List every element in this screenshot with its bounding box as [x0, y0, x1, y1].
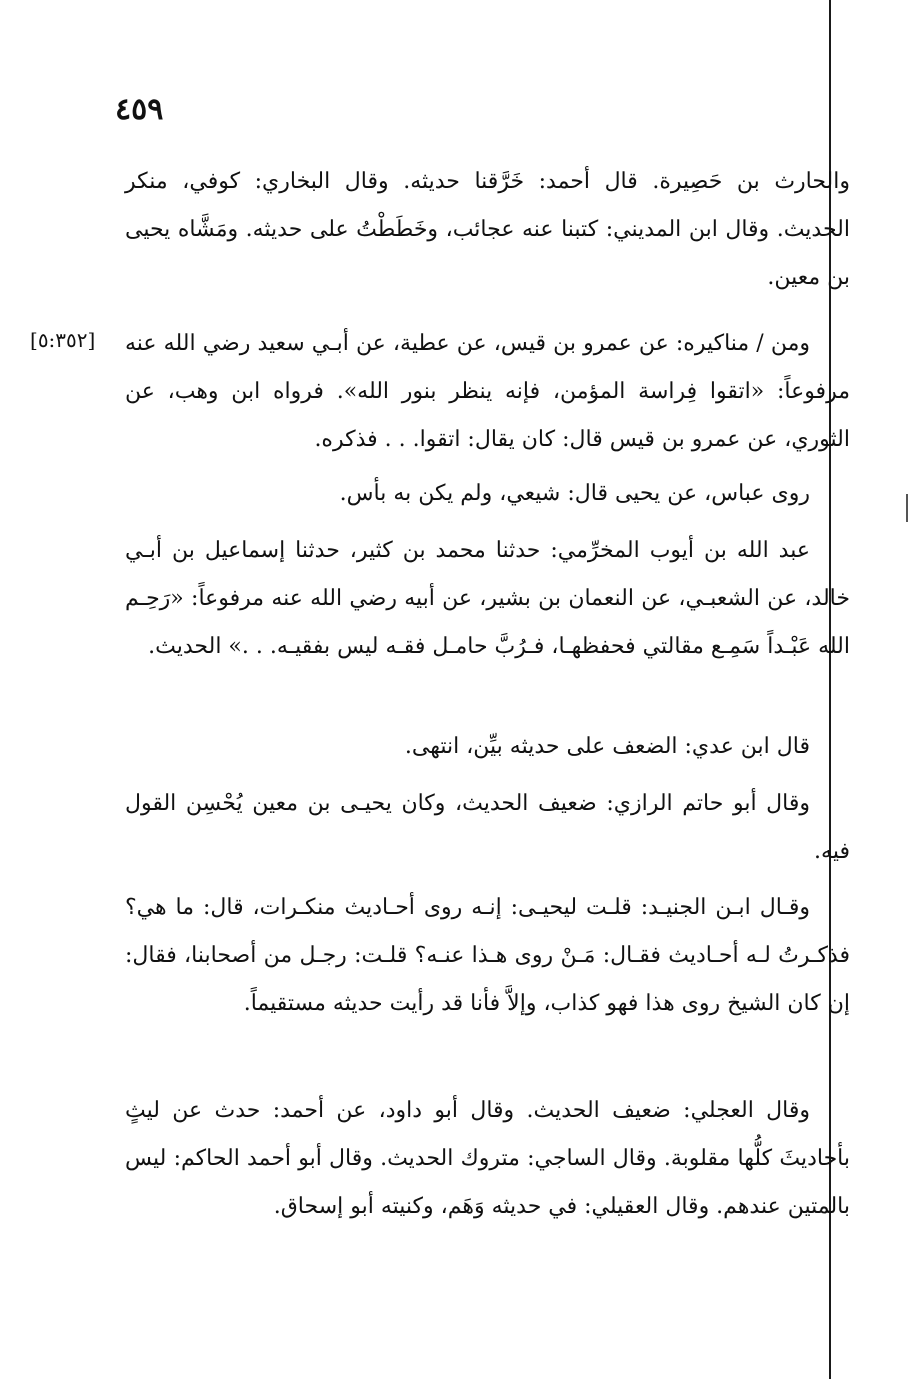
text-paragraph-8 [125, 1087, 850, 1231]
paragraph-text: والحارث بن حَصِيرة. قال أحمد: خَرَّقنا حديثه. وقال البخاري: كوفي، منكر الحديث. وقال ابن المديني: كتبنا عنه عجائب، وخَطَطْتُ على حديثه. ومَشَّاه يحيى بن معين. [125, 169, 850, 290]
paragraph-text: روى عباس، عن يحيى قال: شيعي، ولم يكن به بأس. [339, 481, 810, 506]
text-paragraph-6 [125, 780, 850, 876]
margin-volume-page-reference: [٥:٣٥٢] [30, 328, 96, 352]
text-paragraph-3 [125, 470, 850, 518]
paragraph-text: قال ابن عدي: الضعف على حديثه بيِّن، انتهى. [404, 734, 810, 759]
margin-tick-mark [906, 494, 908, 522]
text-paragraph-2 [125, 320, 850, 464]
text-paragraph-5 [125, 723, 850, 771]
paragraph-text: وقال العجلي: ضعيف الحديث. وقال أبو داود، عن أحمد: حدث عن ليثٍ بأحاديثَ كلُّها مقلوبة. وقال الساجي: متروك الحديث. وقال أبو أحمد الحاكم: ليس بالمتين عندهم. وقال العقيلي: في حديثه وَهَم، وكنيته أبو إسحاق. [125, 1098, 850, 1219]
paragraph-text: وقـال ابـن الجنيـد: قلـت ليحيـى: إنـه روى أحـاديث منكـرات، قال: ما هي؟ فذكـرتُ لـه أحـاديث فقـال: مَـنْ روى هـذا عنـه؟ قلـت: رجـل من أصحابنا، فقال: إن كان الشيخ روى هذا فهو كذاب، وإلاَّ فأنا قد رأيت حديثه مستقيماً. [125, 895, 850, 1016]
text-paragraph-7 [125, 884, 850, 1028]
text-paragraph-4 [125, 527, 850, 671]
paragraph-text: ومن / مناكيره: عن عمرو بن قيس، عن عطية، عن أبـي سعيد رضي الله عنه مرفوعاً: «اتقوا فِراسة المؤمن، فإنه ينظر بنور الله». فرواه ابن وهب، عن الثوري، عن عمرو بن قيس قال: كان يقال: اتقوا. . . فذكره. [125, 331, 850, 452]
page-number: ٤٥٩ [115, 92, 164, 127]
paragraph-text: وقال أبو حاتم الرازي: ضعيف الحديث، وكان يحيـى بن معين يُحْسِن القول فيه. [125, 791, 850, 864]
text-paragraph-1 [125, 158, 850, 302]
paragraph-text: عبد الله بن أيوب المخرِّمي: حدثنا محمد بن كثير، حدثنا إسماعيل بن أبـي خالد، عن الشعبـي، عن النعمان بن بشير، عن أبيه رضي الله عنه مرفوعاً: «رَحِـم الله عَبْـداً سَمِـع مقالتي فحفظهـا، فـرُبَّ حامـل فقـه ليس بفقيـه. . .» الحديث. [125, 538, 850, 659]
